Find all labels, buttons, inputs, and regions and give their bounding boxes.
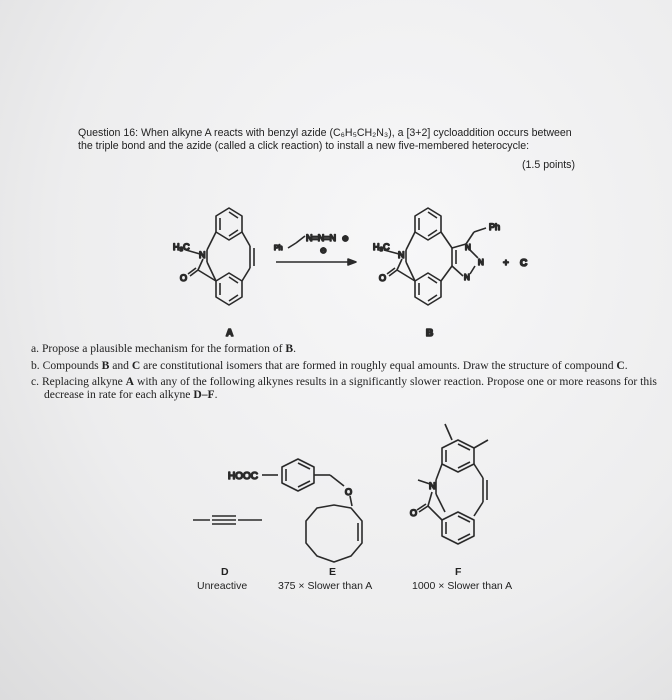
- arrow-head: [348, 259, 356, 265]
- part-c-prefix: c.: [31, 375, 40, 389]
- alkyne-f-structure: [417, 424, 488, 544]
- azide-ph-label: Ph: [274, 245, 283, 252]
- triazole-n3-label: N: [464, 273, 470, 282]
- alkyne-d-label: D: [221, 566, 229, 578]
- compound-a-label: A: [226, 328, 234, 339]
- product-c-label: C: [520, 258, 528, 269]
- question-line-1: When alkyne A reacts with benzyl azide (C₆H₅CH₂N₃), a [3+2] cycloaddition occurs between: [141, 127, 572, 139]
- part-a-bold: B: [285, 342, 294, 355]
- compound-b-label: B: [426, 328, 434, 339]
- alkyne-d-note: Unreactive: [197, 580, 248, 592]
- triazole-n1-label: N: [465, 243, 471, 252]
- triazole-n2-label: N: [478, 258, 484, 267]
- part-b-bold-2: C: [131, 358, 141, 372]
- question-parts: [31, 343, 671, 405]
- part-a-text: Propose a plausible mechanism for the formation of: [41, 342, 286, 355]
- part-a: [31, 343, 671, 356]
- part-b-bold-3: C: [616, 358, 625, 372]
- f-nitrogen-label: N: [429, 481, 436, 491]
- e-oxygen-label: O: [345, 487, 353, 497]
- part-c-bold-2: D–F: [193, 387, 215, 401]
- part-c-bold-1: A: [125, 375, 135, 389]
- part-a-end: .: [293, 342, 297, 355]
- a-oxygen-label: O: [180, 273, 188, 283]
- azide-plus-charge: ⊕: [342, 234, 349, 243]
- part-b-prefix: b.: [31, 358, 40, 372]
- alkyne-e-structure: [262, 459, 362, 562]
- part-a-prefix: a.: [31, 342, 40, 355]
- alkyne-d-structure: [193, 516, 262, 524]
- part-c-end: .: [214, 387, 218, 401]
- part-b-text-2: and: [109, 358, 132, 372]
- b-nitrogen-label: N: [398, 250, 405, 260]
- a-nitrogen-label: N: [199, 250, 206, 260]
- question-line-2: the triple bond and the azide (called a click reaction) to install a new five-membered heterocycle:: [78, 140, 530, 152]
- part-c-text-2: with any of the following alkynes results in a significantly slower reaction. Propose one or more reasons for this decrease in rate for each alkyne: [44, 375, 657, 401]
- b-ph-label: Ph: [489, 222, 501, 232]
- part-c-text-1: Replacing alkyne: [41, 375, 126, 389]
- part-b: [31, 360, 671, 373]
- a-methyl-label: H₃C: [173, 242, 190, 252]
- b-oxygen-label: O: [379, 273, 387, 283]
- azide-label: N=N=N: [306, 233, 337, 243]
- plus-sign: +: [503, 258, 509, 269]
- part-b-end: .: [624, 358, 628, 372]
- alkyne-e-note: 375 × Slower than A: [278, 580, 373, 592]
- question-label: Question 16:: [78, 127, 139, 139]
- benzyl-azide-structure: [288, 236, 305, 248]
- hooc-label: HOOC: [228, 471, 258, 482]
- part-b-bold-1: B: [101, 358, 110, 372]
- part-b-text-1: Compounds: [42, 358, 102, 372]
- part-c: [31, 376, 671, 401]
- alkyne-f-note: 1000 × Slower than A: [412, 580, 513, 592]
- part-b-text-3: are constitutional isomers that are formed in roughly equal amounts. Draw the structure of compound: [140, 358, 617, 372]
- points-value: (1.5 points): [522, 159, 575, 171]
- f-oxygen-label: O: [410, 508, 418, 518]
- azide-minus-charge: ⊖: [320, 246, 327, 255]
- b-methyl-label: H₃C: [373, 242, 390, 252]
- alkyne-e-label: E: [329, 566, 337, 578]
- compound-a-structure: [186, 208, 254, 305]
- alkyne-f-label: F: [455, 566, 462, 578]
